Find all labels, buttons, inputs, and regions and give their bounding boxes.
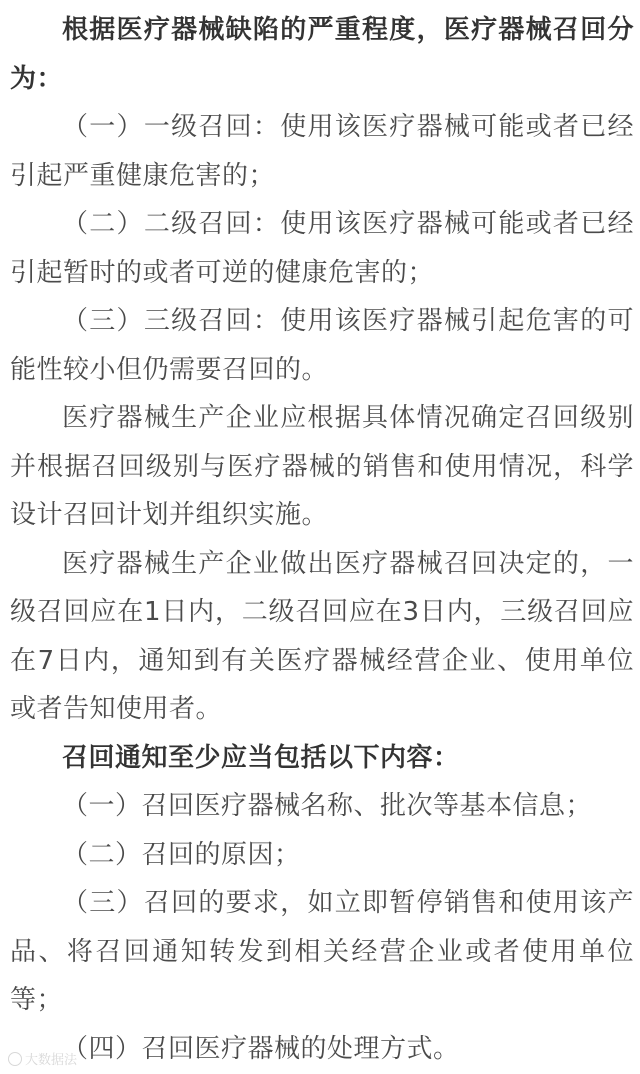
notice-item-4: （四）召回医疗器械的处理方式。 (62, 1033, 460, 1064)
article-body (10, 6, 634, 1073)
recall-level-3-item: （三）三级召回：使用该医疗器械引起危害的可能性较小但仍需要召回的。 (10, 306, 634, 385)
recall-deadline-paragraph: 医疗器械生产企业做出医疗器械召回决定的，一级召回应在1日内，二级召回应在3日内，三级召回应在7日内，通知到有关医疗器械经营企业、使用单位或者告知使用者。 (10, 548, 634, 724)
watermark-logo-icon (8, 1052, 22, 1066)
recall-level-2-item: （二）二级召回：使用该医疗器械可能或者已经引起暂时的或者可逆的健康危害的； (10, 209, 634, 288)
notice-item-3: （三）召回的要求，如立即暂停销售和使用该产品、将召回通知转发到相关经营企业或者使用单位等； (10, 888, 634, 1015)
notice-item-2: （二）召回的原因； (62, 839, 301, 870)
recall-plan-paragraph: 医疗器械生产企业应根据具体情况确定召回级别并根据召回级别与医疗器械的销售和使用情况，科学设计召回计划并组织实施。 (10, 403, 634, 530)
section-heading-recall-notice: 召回通知至少应当包括以下内容： (62, 742, 460, 773)
recall-level-1-item: （一）一级召回：使用该医疗器械可能或者已经引起严重健康危害的； (10, 112, 634, 191)
section-heading-recall-levels: 根据医疗器械缺陷的严重程度，医疗器械召回分为： (10, 15, 634, 94)
watermark-text: 大数据法 (25, 1053, 78, 1068)
notice-item-1: （一）召回医疗器械名称、批次等基本信息； (62, 791, 593, 821)
watermark (8, 1049, 77, 1068)
